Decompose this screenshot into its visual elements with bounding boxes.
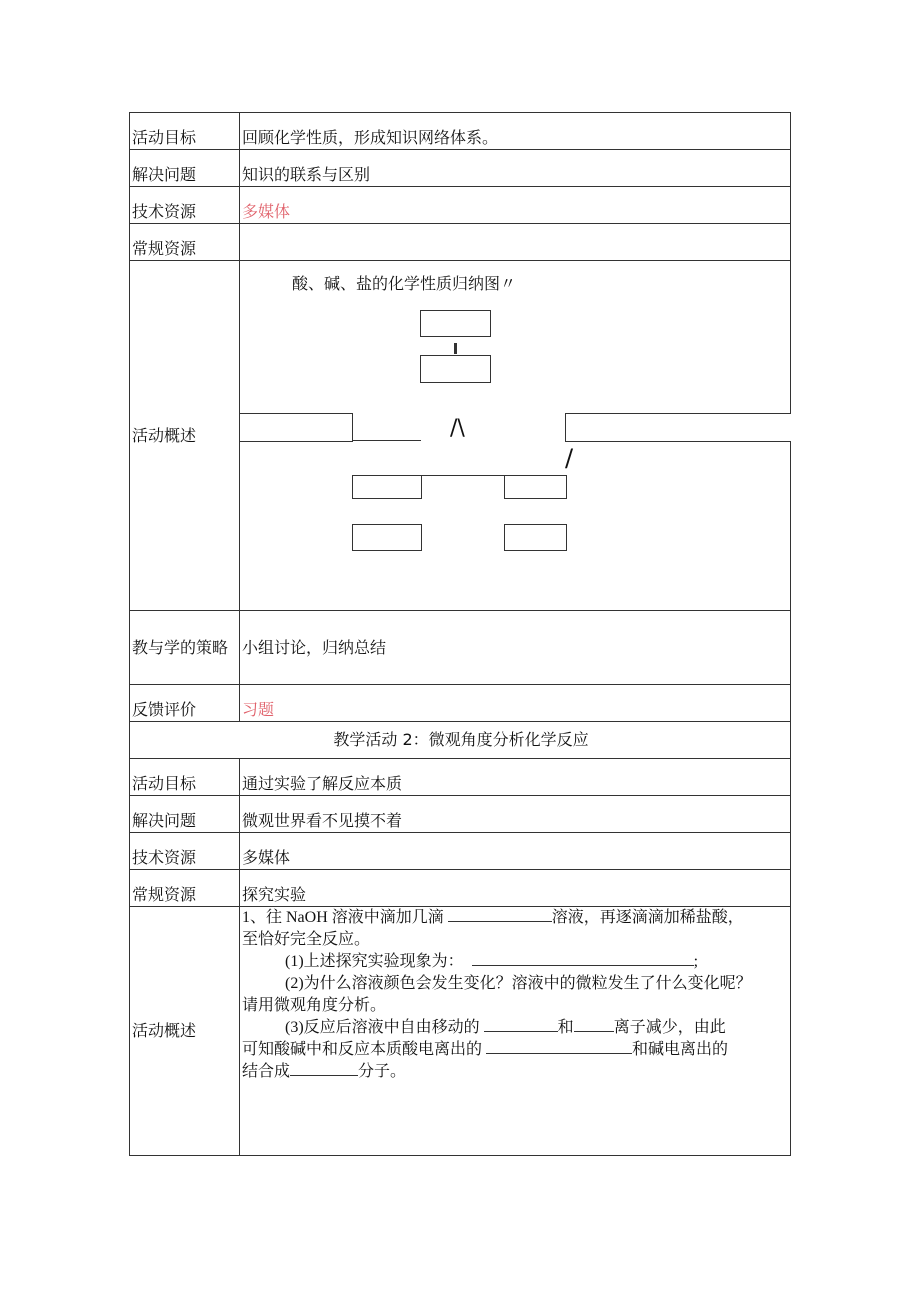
question-1-1 [242,951,790,973]
diagram-box-second [420,355,491,383]
diagram-box-left [239,413,353,442]
row-feedback-1 [130,685,791,722]
q1-3-text-a: (3)反应后溶液中自由移动的 [285,1019,480,1036]
value-cell: 回顾化学性质，形成知识网络体系。 [240,113,791,150]
q1-text-b: 溶液，再逐滴滴加稀盐酸， [551,909,744,926]
question-1-2b: 请用微观角度分析。 [242,997,387,1014]
fill-blank[interactable] [484,1017,558,1032]
q1-3-text-e: 和碱电离出的 [632,1041,729,1058]
overview-label: 活动概述 [132,425,197,445]
diagram-title: 酸、碱、盐的化学性质归纳图〃 [292,274,517,293]
diagram-connector [454,343,457,354]
value-cell: 小组讨论，归纳总结 [240,611,791,685]
q1-3-text-d: 可知酸碱中和反应本质酸电离出的 [242,1041,483,1058]
lesson-plan-table [129,112,791,1156]
fill-blank[interactable] [472,951,694,966]
value-cell: 知识的联系与区别 [240,150,791,187]
row-strategy-1 [130,611,791,685]
fill-blank[interactable] [290,1061,358,1076]
row-activity-goal-1 [130,113,791,150]
q1-1-end: ; [693,953,699,970]
value-cell: 通过实验了解反应本质 [240,759,791,796]
diagram-box-b1 [352,475,422,499]
q1-3-text-g: 分子。 [358,1063,407,1080]
row-tech-resource-2 [130,833,791,870]
diagram-box-b3 [352,524,422,551]
diagram-wedge: /\ [450,416,465,441]
question-1-3b [242,1039,790,1061]
summary-diagram [240,261,790,610]
label-cell: 反馈评价 [130,685,240,722]
question-1-3a [242,1017,790,1039]
row-overview-2 [130,907,791,1156]
question-1-line1 [242,907,790,929]
row-overview-1 [130,261,791,611]
row-regular-resource-2 [130,870,791,907]
question-1-3c [242,1061,790,1083]
q1-1-text: (1)上述探究实验现象为： [285,953,464,970]
label-cell: 常规资源 [130,870,240,907]
value-cell: 探究实验 [240,870,791,907]
diagram-slash: / [565,444,574,472]
exercise-cell [240,907,791,1156]
label-cell: 解决问题 [130,796,240,833]
label-cell: 常规资源 [130,224,240,261]
q1-3-text-f: 结合成 [242,1063,291,1080]
diagram-line-left [352,440,421,441]
label-cell [130,261,240,611]
fill-blank[interactable] [448,907,552,922]
label-cell: 活动目标 [130,759,240,796]
diagram-box-b2 [504,475,567,499]
diagram-box-right [565,413,791,442]
row-problem-1 [130,150,791,187]
row-problem-2 [130,796,791,833]
fill-blank[interactable] [486,1039,632,1054]
question-1-2a: (2)为什么溶液颜色会发生变化？溶液中的微粒发生了什么变化呢？ [285,975,752,992]
value-cell: 多媒体 [240,187,791,224]
section2-header: 教学活动 2：微观角度分析化学反应 [130,722,791,759]
label-cell: 解决问题 [130,150,240,187]
diagram-cell [240,261,791,611]
q1-3-text-c: 离子减少，由此 [613,1019,726,1036]
row-regular-resource-1 [130,224,791,261]
row-tech-resource-1 [130,187,791,224]
q1-text-a: 1、往 NaOH 溶液中滴加几滴 [242,909,444,926]
q1-3-text-b: 和 [557,1019,574,1036]
value-cell: 微观世界看不见摸不着 [240,796,791,833]
diagram-box-b4 [504,524,567,551]
label-cell: 技术资源 [130,833,240,870]
value-cell: 多媒体 [240,833,791,870]
question-1-line2: 至恰好完全反应。 [242,931,371,948]
label-cell: 教与学的策略 [130,611,240,685]
section2-header-row [130,722,791,759]
fill-blank[interactable] [574,1017,614,1032]
value-cell: 习题 [240,685,791,722]
label-cell: 活动概述 [130,907,240,1156]
label-cell: 技术资源 [130,187,240,224]
diagram-box-top [420,310,491,337]
label-cell: 活动目标 [130,113,240,150]
row-activity-goal-2 [130,759,791,796]
value-cell [240,224,791,261]
